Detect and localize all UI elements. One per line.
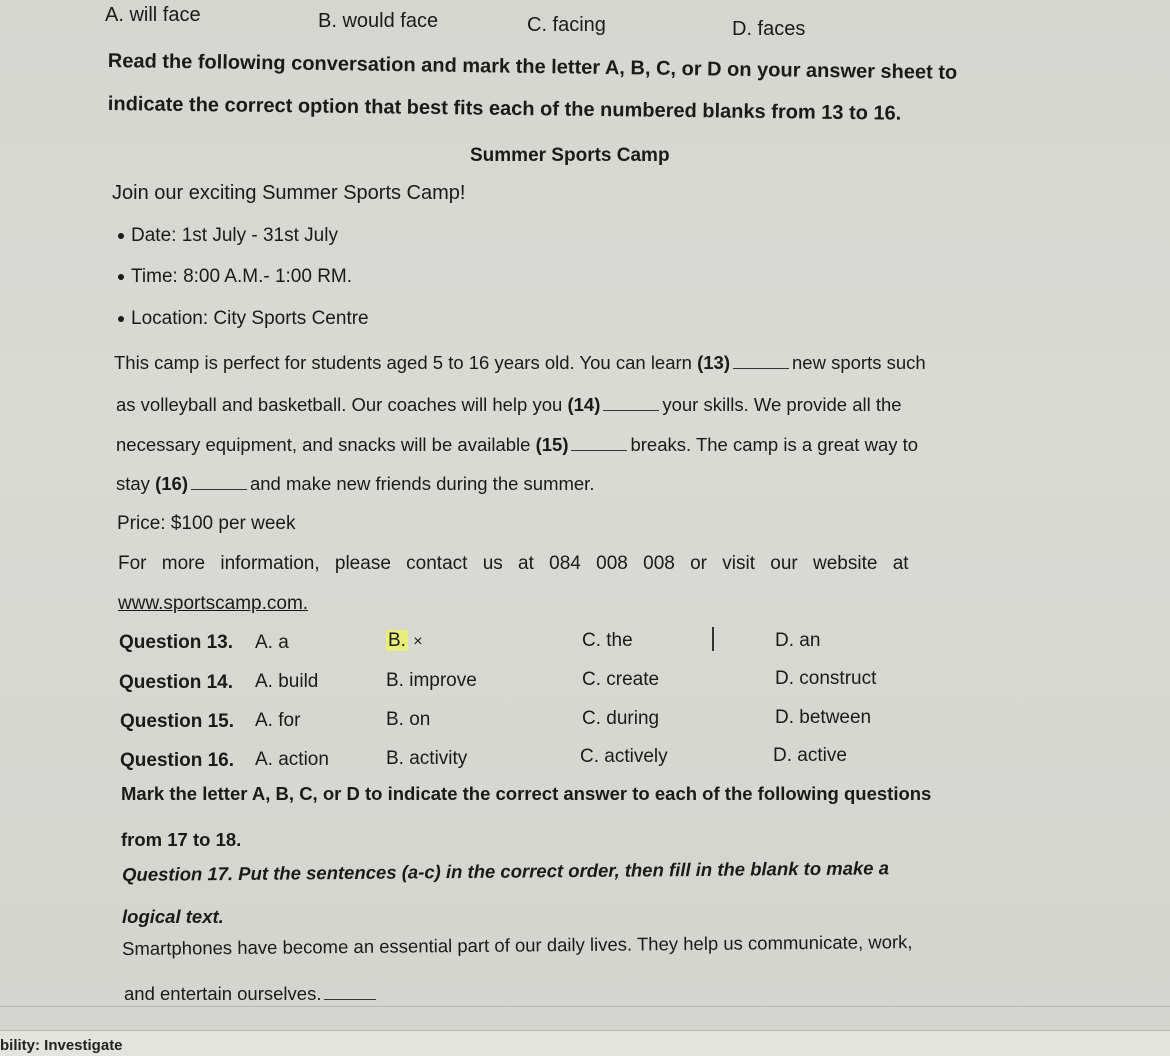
question-14-option-a[interactable]: A. build bbox=[255, 671, 319, 692]
text-cursor bbox=[712, 627, 714, 651]
blank-17[interactable] bbox=[324, 985, 376, 1000]
question-13-option-c[interactable]: C. the bbox=[582, 630, 633, 651]
question-13-option-b[interactable] bbox=[386, 630, 423, 652]
bullet-text: Time: 8:00 A.M.- 1:00 RM. bbox=[131, 266, 353, 287]
question-13-option-a[interactable]: A. a bbox=[255, 632, 289, 653]
bullet-text: Location: City Sports Centre bbox=[131, 308, 369, 329]
prev-option-c: C. facing bbox=[527, 14, 606, 36]
blank-number-15: (15) bbox=[535, 434, 569, 455]
question-14-label: Question 14. bbox=[119, 672, 234, 693]
contact-line: For more information, please contact us at 084 008 008 or visit our website at bbox=[118, 553, 909, 574]
question-17-line-2: logical text. bbox=[122, 906, 224, 927]
paragraph-line-3: necessary equipment, and snacks will be available (15) breaks. The camp is a great way to bbox=[116, 434, 919, 455]
bullet-text: Date: 1st July - 31st July bbox=[131, 225, 338, 246]
blank-15[interactable] bbox=[571, 436, 627, 451]
website-link[interactable]: www.sportscamp.com. bbox=[118, 593, 309, 614]
instruction-2-line-2: from 17 to 18. bbox=[121, 829, 242, 850]
instruction-2-line-1: Mark the letter A, B, C, or D to indicate the correct answer to each of the following questions bbox=[121, 783, 932, 804]
bullet-time bbox=[118, 266, 352, 288]
question-17-text-line-2: and entertain ourselves. bbox=[124, 983, 379, 1005]
blank-number-13: (13) bbox=[697, 352, 730, 373]
blank-number-16: (16) bbox=[155, 473, 188, 494]
question-15-label: Question 15. bbox=[120, 711, 235, 732]
question-14-option-d[interactable]: D. construct bbox=[775, 668, 877, 689]
question-15-option-d[interactable]: D. between bbox=[775, 707, 872, 728]
blank-number-14: (14) bbox=[567, 394, 601, 415]
paragraph-line-2: as volleyball and basketball. Our coaches will help you (14) your skills. We provide all the bbox=[116, 394, 902, 415]
paragraph-line-1: This camp is perfect for students aged 5 to 16 years old. You can learn (13) new sports such bbox=[114, 352, 926, 373]
question-13-option-d[interactable]: D. an bbox=[775, 630, 821, 651]
notice-title: Summer Sports Camp bbox=[470, 145, 670, 166]
option-letter: B. bbox=[388, 630, 406, 651]
question-16-option-c[interactable]: C. actively bbox=[580, 746, 668, 767]
question-15-option-a[interactable]: A. for bbox=[255, 710, 301, 731]
bullet-location bbox=[118, 308, 369, 330]
bullet-dot bbox=[118, 274, 124, 280]
question-16-option-a[interactable]: A. action bbox=[255, 749, 329, 770]
page-edge-line bbox=[0, 1006, 1170, 1007]
notice-intro: Join our exciting Summer Sports Camp! bbox=[112, 182, 466, 204]
instruction-line-1: Read the following conversation and mark the letter A, B, C, or D on your answer sheet to bbox=[107, 50, 958, 84]
blank-14[interactable] bbox=[603, 396, 659, 411]
footer-text: bility: Investigate bbox=[0, 1037, 123, 1054]
question-17-text-line-1: Smartphones have become an essential part of our daily lives. They help us communicate, work, bbox=[122, 931, 913, 959]
paragraph-line-4: stay (16) and make new friends during the summer. bbox=[116, 473, 595, 494]
question-15-option-c[interactable]: C. during bbox=[582, 708, 660, 729]
question-13-label: Question 13. bbox=[119, 632, 234, 653]
blank-16[interactable] bbox=[191, 475, 247, 490]
question-16-label: Question 16. bbox=[120, 750, 235, 771]
instruction-line-2: indicate the correct option that best fits each of the numbered blanks from 13 to 16. bbox=[107, 93, 902, 125]
bullet-date bbox=[118, 225, 338, 247]
question-15-option-b[interactable]: B. on bbox=[386, 709, 431, 730]
bottom-bar bbox=[0, 1030, 1170, 1056]
question-16-option-b[interactable]: B. activity bbox=[386, 748, 468, 769]
blank-13[interactable] bbox=[733, 354, 789, 369]
prev-option-a: A. will face bbox=[105, 4, 201, 26]
question-17-line-1: Question 17. Put the sentences (a-c) in the correct order, then fill in the blank to make a bbox=[122, 857, 890, 885]
price-line: Price: $100 per week bbox=[117, 513, 296, 534]
bullet-dot bbox=[118, 316, 124, 322]
option-mark: × bbox=[413, 633, 423, 650]
prev-option-b: B. would face bbox=[318, 10, 439, 32]
question-14-option-b[interactable]: B. improve bbox=[386, 670, 477, 691]
prev-option-d: D. faces bbox=[732, 18, 806, 40]
question-14-option-c[interactable]: C. create bbox=[582, 669, 660, 690]
bullet-dot bbox=[118, 233, 124, 239]
question-16-option-d[interactable]: D. active bbox=[773, 745, 847, 766]
